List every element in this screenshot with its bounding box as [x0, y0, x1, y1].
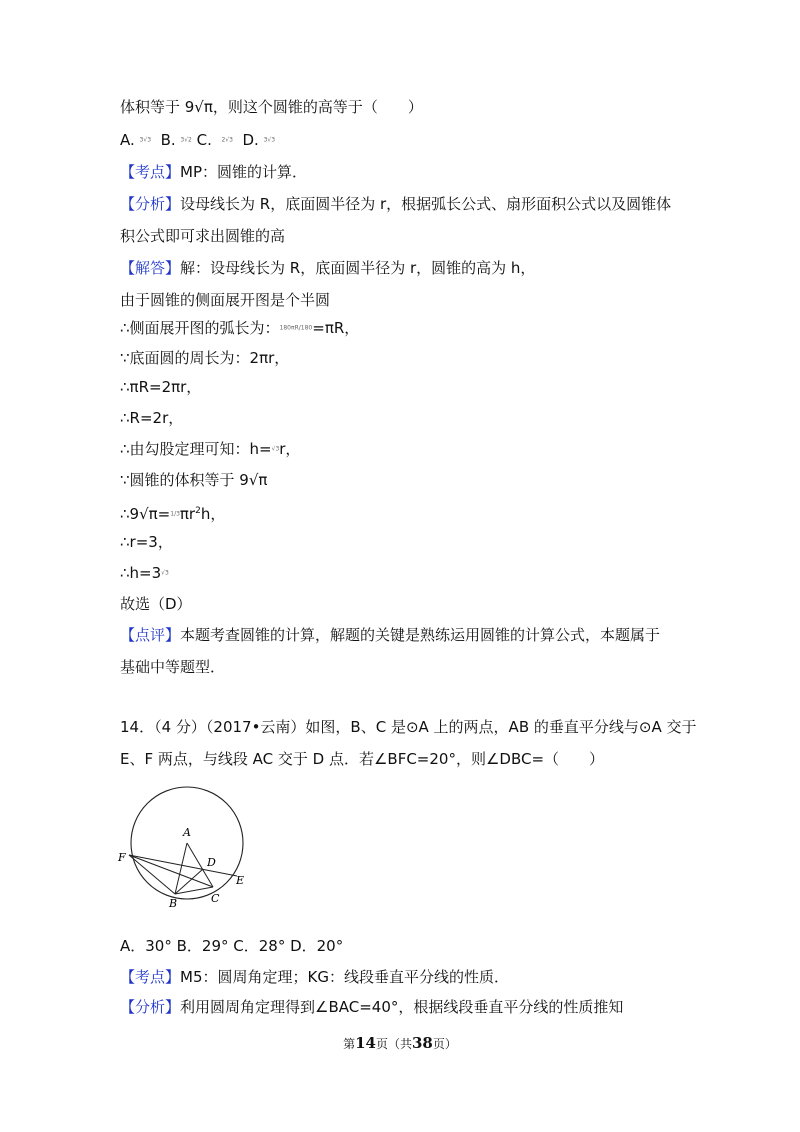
segment-fb [129, 855, 175, 894]
solution-step-5: ∴R=2r， [120, 409, 184, 427]
segment-bc [175, 887, 213, 894]
label-b: B [169, 897, 178, 910]
footer-mid: 页（共 [375, 1037, 412, 1051]
circle-geometry-figure [115, 780, 255, 910]
step8-mid: πr [179, 505, 196, 523]
solution-step-2 [120, 318, 359, 339]
footer-total-pages: 38 [412, 1034, 433, 1052]
page-footer [0, 1034, 800, 1052]
fenxi-line-2: 积公式即可求出圆锥的高 [120, 227, 286, 245]
step8-exponent: 2 [195, 506, 201, 516]
jieda-tag: 【解答】 [120, 259, 181, 277]
fenxi-tag: 【分析】 [120, 195, 181, 213]
fenxi2-text: 利用圆周角定理得到∠BAC=40°，根据线段垂直平分线的性质推知 [180, 998, 624, 1016]
step6-pre: ∴由勾股定理可知：h= [120, 440, 272, 458]
step10-pre: ∴h=3 [120, 564, 162, 582]
fenxi2-line [120, 997, 623, 1017]
option-b-value: 3√2 [180, 136, 192, 144]
solution-step-6 [120, 439, 300, 460]
dianping-line-1 [120, 625, 660, 645]
label-d: D [207, 856, 216, 869]
question-14-line-1: 14．（4 分）（2017•云南）如图，B、C 是⊙A 上的两点，AB 的垂直平分线与⊙A 交于 [120, 718, 697, 736]
step2-fraction: 180πR/180 [279, 324, 313, 332]
options-line [120, 130, 275, 151]
fenxi-line-1 [120, 194, 671, 214]
solution-step-8 [120, 501, 225, 525]
segment-ab [175, 843, 187, 894]
footer-post: 页） [432, 1037, 457, 1051]
option-d-value: 3√3 [263, 136, 276, 144]
kaodian-text: MP：圆锥的计算． [180, 163, 308, 181]
kaodian-tag: 【考点】 [120, 163, 181, 181]
kaodian2-line [120, 967, 509, 987]
answer-choice: 故选（D） [120, 595, 192, 613]
option-c-label: C. [196, 131, 212, 149]
label-c: C [211, 892, 220, 905]
footer-pre: 第 [343, 1037, 356, 1051]
option-a-value: 3√3 [139, 136, 152, 144]
solution-step-1: 由于圆锥的侧面展开图是个半圆 [120, 291, 331, 309]
dianping-line-2: 基础中等题型． [120, 658, 226, 676]
step6-root: √3 [271, 445, 280, 453]
step8-post: h， [200, 505, 226, 523]
kaodian-line [120, 162, 307, 182]
dianping-tag: 【点评】 [120, 626, 181, 644]
label-e: E [236, 874, 245, 887]
solution-step-10 [120, 563, 169, 584]
option-a-label: A. [120, 131, 135, 149]
kaodian2-tag: 【考点】 [120, 968, 181, 986]
label-a: A [183, 826, 191, 839]
solution-step-4: ∴πR=2πr， [120, 378, 202, 396]
fenxi-text-1: 设母线长为 R，底面圆半径为 r，根据弧长公式、扇形面积公式以及圆锥体 [180, 195, 672, 213]
solution-step-9: ∴r=3， [120, 533, 173, 551]
question-14-line-2: E、F 两点，与线段 AC 交于 D 点．若∠BFC=20°，则∠DBC=（ ） [120, 750, 605, 768]
option-b-label: B. [160, 131, 176, 149]
kaodian2-text: M5：圆周角定理；KG：线段垂直平分线的性质． [180, 968, 509, 986]
step2-pre: ∴侧面展开图的弧长为： [120, 319, 280, 337]
step8-pre: ∴9√π= [120, 505, 171, 523]
footer-page-number: 14 [355, 1034, 376, 1052]
option-d-label: D. [242, 131, 259, 149]
label-f: F [118, 851, 126, 864]
step6-post: r， [279, 440, 301, 458]
question-14-options: A．30° B．29° C．28° D．20° [120, 937, 344, 955]
fenxi2-tag: 【分析】 [120, 998, 181, 1016]
option-c-value: 2√3 [221, 136, 233, 144]
step10-root: √3 [161, 569, 169, 577]
step2-post: =πR， [312, 319, 360, 337]
jieda-line [120, 258, 535, 278]
jieda-text: 解：设母线长为 R，底面圆半径为 r，圆锥的高为 h， [180, 259, 536, 277]
question-stem-line: 体积等于 9√π，则这个圆锥的高等于（ ） [120, 98, 423, 116]
solution-step-7: ∵圆锥的体积等于 9√π [120, 471, 268, 489]
step8-fraction: 1/3 [170, 510, 180, 518]
dianping-text-1: 本题考查圆锥的计算，解题的关键是熟练运用圆锥的计算公式，本题属于 [180, 626, 661, 644]
solution-step-3: ∵底面圆的周长为：2πr， [120, 349, 290, 367]
